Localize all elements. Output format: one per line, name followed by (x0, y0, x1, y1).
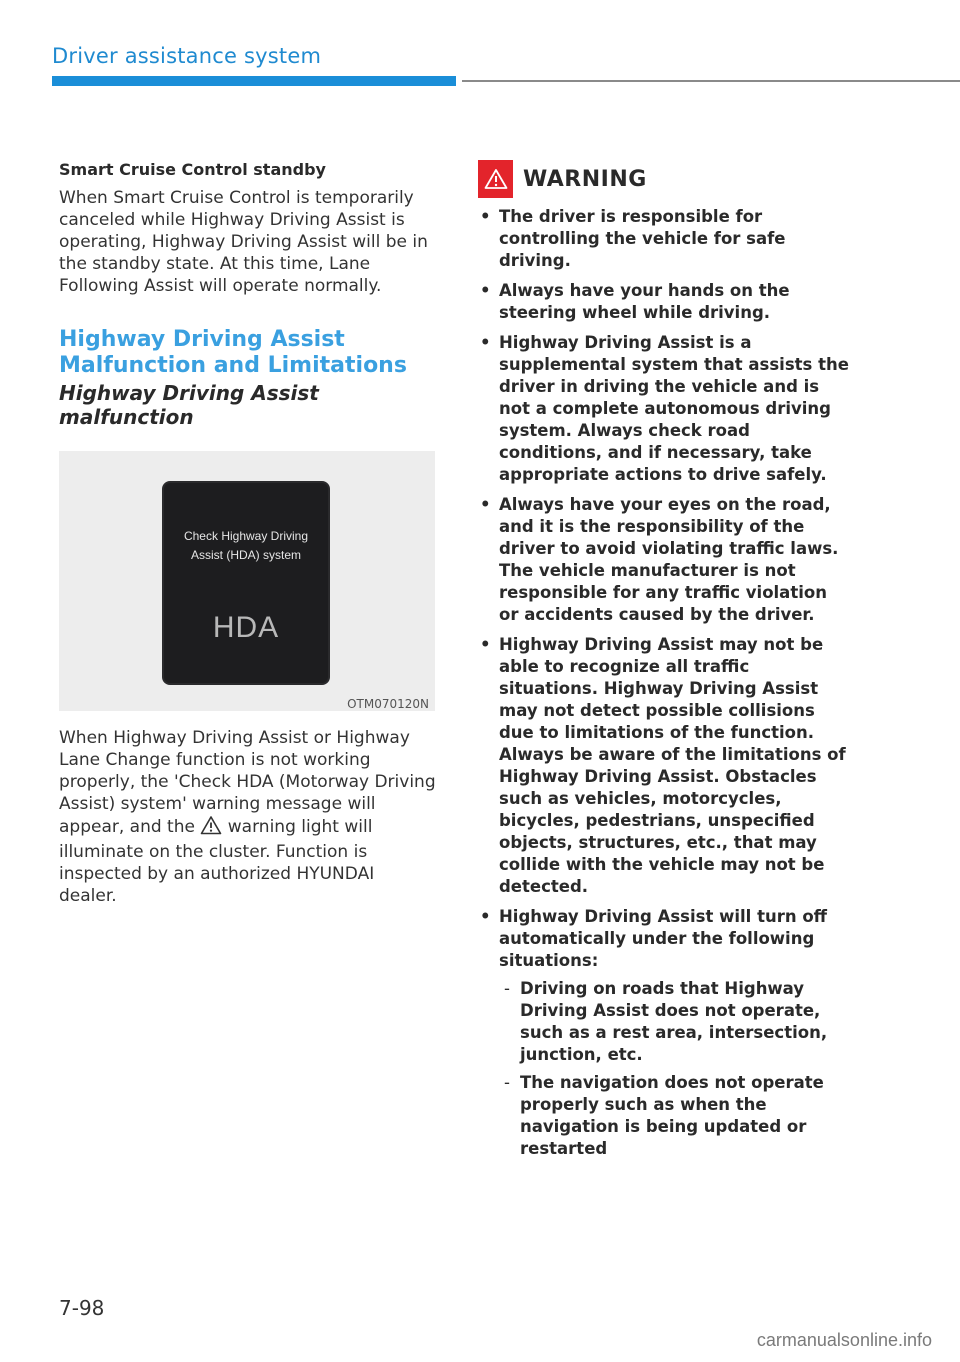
cluster-screen (164, 483, 328, 683)
malfunction-text (59, 727, 437, 907)
header-accent-bar (52, 76, 456, 86)
cluster-hda-label: HDA (212, 611, 280, 644)
cluster-message (164, 527, 328, 565)
warning-item: • Highway Driving Assist is a supplemental system that assists the driver in driving the vehicle and is not a complete autonomous driving system. Always check road conditions, and if necessary, take appropriate actions to drive safely. (478, 332, 850, 486)
header-title: Driver assistance system (52, 44, 322, 68)
section-title-line1: Highway Driving Assist (59, 327, 345, 352)
warning-title: WARNING (523, 166, 647, 192)
warning-list (478, 206, 850, 1160)
section-subtitle: Highway Driving Assist malfunction (59, 381, 319, 429)
figure-code: OTM070120N (347, 697, 429, 711)
warning-item-turn-off (478, 906, 850, 1160)
warning-sub-item: - Driving on roads that Highway Driving Assist does not operate, such as a rest area, intersection, junction, etc. (499, 978, 850, 1066)
left-column (59, 160, 437, 907)
warning-sub-item: - The navigation does not operate properly such as when the navigation is being updated or restarted (499, 1072, 850, 1160)
standby-heading: Smart Cruise Control standby (59, 160, 326, 179)
watermark: carmanualsonline.info (756, 1330, 932, 1350)
warning-triangle-icon (484, 168, 508, 190)
warning-item: • Highway Driving Assist may not be able to recognize all traffic situations. Highway Driving Assist may not detect possible collisions due to limitations of the function. Always be aware of the limitations of Highway Driving Assist. Obstacles such as vehicles, motorcycles, bicycles, pedestrians, unspecified objects, structures, etc., that may collide with the vehicle may not be detected. (478, 634, 850, 898)
warning-triangle-icon (200, 815, 222, 841)
malfunction-text-part1: When Highway Driving Assist or Highway Lane Change function is not working properly, the 'Check HDA (Motorway Driving Assist) system' warning message will appear, and the (59, 728, 436, 837)
header-rule (462, 80, 960, 82)
section-title-line2: Malfunction and Limitations (59, 353, 407, 378)
cluster-message-line1: Check Highway Driving (183, 529, 309, 543)
standby-text: When Smart Cruise Control is temporarily canceled while Highway Driving Assist is operating, Highway Driving Assist will be in the standby state. At this time, Lane Following Assist will operate normally. (59, 188, 428, 296)
warning-item: • Always have your hands on the steering wheel while driving. (478, 280, 850, 324)
cluster-figure (59, 451, 435, 711)
warning-item-text: Highway Driving Assist will turn off automatically under the following situations: (499, 907, 828, 970)
warning-item: • Always have your eyes on the road, and it is the responsibility of the driver to avoid violating traffic laws. The vehicle manufacturer is not responsible for any traffic violation or accidents caused by the driver. (478, 494, 850, 626)
warning-header (478, 160, 850, 198)
malfunction-text-part2: warning light will illuminate on the cluster. Function is inspected by an authorized HYUNDAI dealer. (59, 817, 375, 906)
section-title (59, 327, 437, 379)
page-number: 7-98 (59, 1296, 105, 1320)
warning-sub-list (499, 978, 850, 1160)
cluster-message-line2: Assist (HDA) system (190, 548, 301, 562)
warning-box (478, 160, 850, 1160)
warning-item: • The driver is responsible for controlling the vehicle for safe driving. (478, 206, 850, 272)
warning-badge (478, 160, 513, 198)
